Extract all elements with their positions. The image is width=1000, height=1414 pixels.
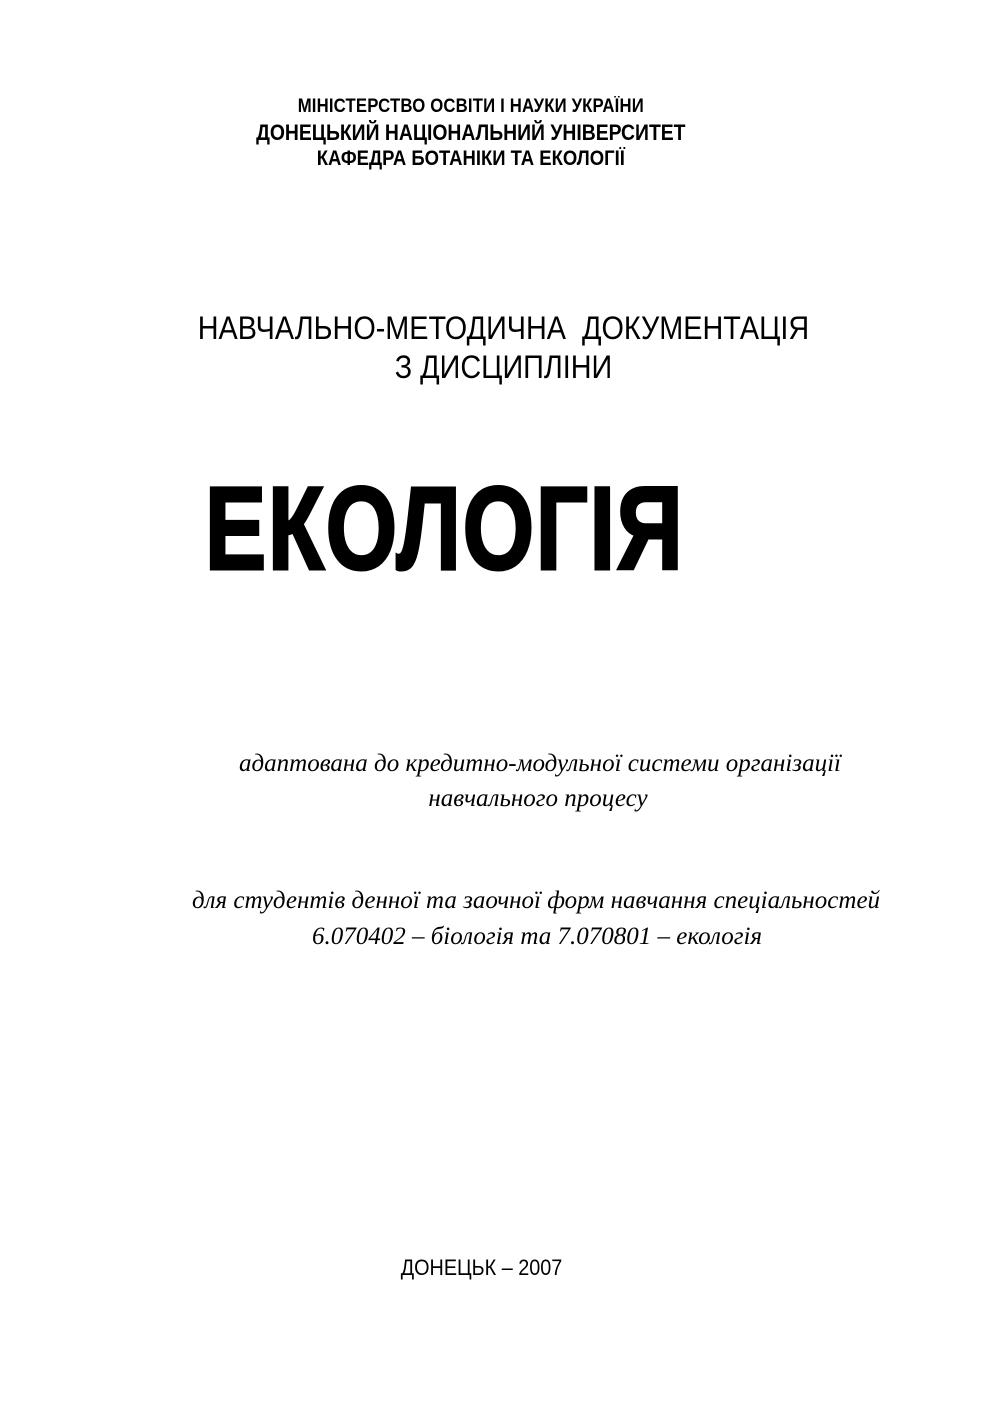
ministry-name: МІНІСТЕРСТВО ОСВІТИ І НАУКИ УКРАЇНИ <box>297 96 644 117</box>
audience-line-2: 6.070402 – біологія та 7.070801 – екологія <box>311 923 763 950</box>
document-type-line-2: З ДИСЦИПЛІНИ <box>394 349 613 385</box>
document-type-line-1: НАВЧАЛЬНО-МЕТОДИЧНА ДОКУМЕНТАЦІЯ <box>197 310 810 346</box>
discipline-title: ЕКОЛОГІЯ <box>204 463 685 595</box>
department-name: КАФЕДРА БОТАНІКИ ТА ЕКОЛОГІЇ <box>316 147 625 170</box>
university-name: ДОНЕЦЬКИЙ НАЦІОНАЛЬНИЙ УНІВЕРСИТЕТ <box>256 120 686 145</box>
audience-line-1: для студентів денної та заочної форм навчання спеціальностей <box>191 887 881 914</box>
city-year: ДОНЕЦЬК – 2007 <box>400 1255 563 1280</box>
adaptation-line-2: навчального процесу <box>428 785 648 812</box>
adaptation-line-1: адаптована до кредитно-модульної системи організації <box>239 750 841 777</box>
